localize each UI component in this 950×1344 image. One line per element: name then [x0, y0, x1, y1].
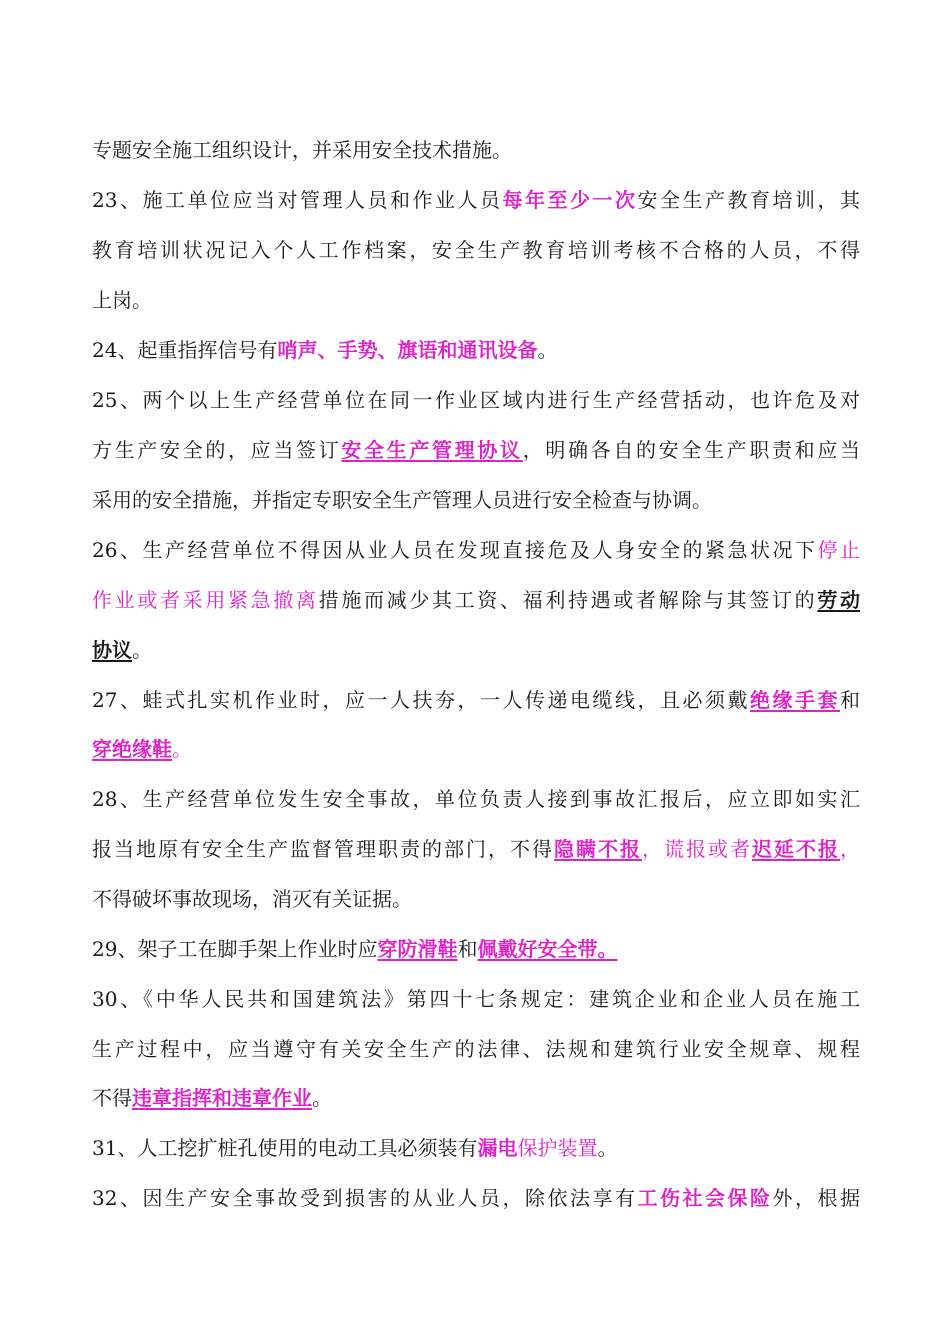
highlight-text: 。: [597, 937, 618, 961]
text: ，明确各自的安全生产职责和应当: [522, 438, 861, 462]
line-20: [92, 1081, 860, 1115]
text: 外，根据: [772, 1186, 861, 1210]
text: 和: [840, 688, 861, 712]
line-3: [92, 233, 860, 267]
text: 采用的安全措施，并指定专职安全生产管理人员进行安全检查与协调。: [92, 488, 712, 512]
emphasis-text: 协议: [92, 638, 132, 662]
text: 生产过程中，应当遵守有关安全生产的法律、法规和建筑行业安全规章、规程: [92, 1037, 860, 1061]
text: 不得破坏事故现场，消灭有关证据。: [92, 887, 412, 911]
text: 。: [132, 638, 152, 662]
line-12: [92, 683, 860, 717]
line-15: [92, 832, 860, 866]
text: 25、两个以上生产经营单位在同一作业区域内进行生产经营括动，也许危及对: [92, 388, 860, 412]
highlight-text: 佩戴好安全带: [477, 937, 598, 961]
highlight-text: 。: [172, 737, 192, 761]
text: 报当地原有安全生产监督管理职责的部门，不得: [92, 837, 554, 861]
line-7: [92, 433, 860, 467]
highlight-text: 每年至少一次: [502, 188, 638, 212]
line-17: [92, 932, 860, 966]
line-14: [92, 782, 860, 816]
line-18: [92, 982, 860, 1016]
text: 。: [597, 1136, 618, 1160]
line-10: [92, 583, 860, 617]
line-22: [92, 1181, 860, 1215]
highlight-text: 哨声、手势、旗语和通讯设备: [277, 338, 538, 362]
text: 上岗。: [92, 288, 152, 312]
highlight-text: 穿绝缘鞋: [92, 737, 172, 761]
line-21: [92, 1131, 860, 1165]
line-16: [92, 882, 860, 916]
text: 23、施工单位应当对管理人员和作业人员: [92, 188, 503, 212]
highlight-text: 违章指挥和违章作业: [132, 1086, 312, 1110]
highlight-text: 作业或者采用紧急撤离: [92, 588, 319, 612]
highlight-text: 穿防滑鞋: [377, 937, 458, 961]
line-4: [92, 283, 860, 317]
line-2: [92, 183, 860, 217]
highlight-text: 隐瞒不报: [554, 837, 642, 861]
text: 方生产安全的，应当签订: [92, 438, 342, 462]
text: 措施而减少其工资、福利持遇或者解除与其签订的: [318, 588, 818, 612]
text: 教育培训状况记入个人工作档案，安全生产教育培训考核不合格的人员，不得: [92, 238, 860, 262]
emphasis-text: 劳动: [817, 588, 861, 612]
line-13: [92, 732, 860, 766]
text: 。: [537, 338, 558, 362]
text: 和: [457, 937, 478, 961]
highlight-text: 漏电: [477, 1136, 518, 1160]
line-1: [92, 133, 860, 167]
text: 。: [312, 1086, 332, 1110]
line-9: [92, 533, 860, 567]
line-11: [92, 633, 860, 667]
highlight-text: ，谎报或者: [642, 837, 752, 861]
text: 专题安全施工组织设计，并采用安全技术措施。: [92, 138, 512, 162]
highlight-text: ，: [840, 837, 860, 861]
highlight-text: 迟延不报: [752, 837, 840, 861]
highlight-text: 保护装置: [517, 1136, 598, 1160]
text: 26、生产经营单位不得因从业人员在发现直接危及人身安全的紧急状况下: [92, 538, 818, 562]
highlight-text: 安全生产管理协议: [341, 438, 523, 462]
text: 30、《中华人民共和国建筑法》第四十七条规定：建筑企业和企业人员在施工: [92, 987, 860, 1011]
line-19: [92, 1032, 860, 1066]
line-6: [92, 383, 860, 417]
text: 24、起重指挥信号有: [92, 338, 278, 362]
line-8: [92, 483, 860, 517]
text: 31、人工挖扩桩孔使用的电动工具必须装有: [92, 1136, 478, 1160]
highlight-text: 工伤社会保险: [637, 1186, 773, 1210]
highlight-text: 停止: [817, 538, 861, 562]
text: 32、因生产安全事故受到损害的从业人员，除依法享有: [92, 1186, 638, 1210]
text: 29、架子工在脚手架上作业时应: [92, 937, 378, 961]
text: 安全生产教育培训，其: [637, 188, 861, 212]
highlight-text: 绝缘手套: [750, 688, 841, 712]
line-5: [92, 333, 860, 367]
text: 28、生产经营单位发生安全事故，单位负责人接到事故汇报后，应立即如实汇: [92, 787, 860, 811]
text: 27、蛙式扎实机作业时，应一人扶夯，一人传递电缆线，且必须戴: [92, 688, 750, 712]
text: 不得: [92, 1086, 132, 1110]
